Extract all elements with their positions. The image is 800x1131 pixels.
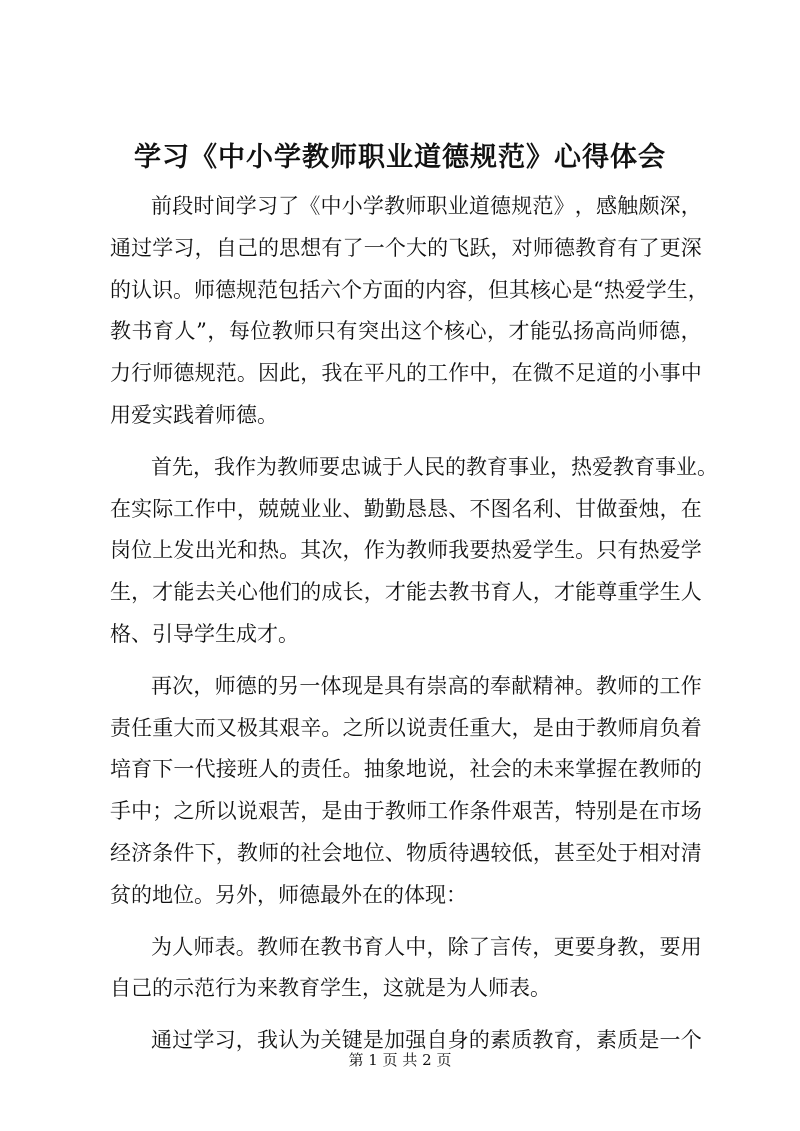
paragraph-line: 用爱实践着师德。 [110,402,278,427]
paragraph-line: 在 实 际 工 作 中 ， 兢 兢 业 业 、 勤 勤 恳 恳 、 不 图 名 利 、 甘 做 蚕 烛 ， 在 [110,496,702,521]
paragraph-line: 手 中 ； 之 所 以 说 艰 苦 ， 是 由 于 教 师 工 作 条 件 艰 苦 ， 特 别 是 在 市 场 [110,799,702,824]
paragraph-line: 自己的示范行为来教育学生，这就是为人师表。 [110,976,551,1001]
page-footer: 第 1 页 共 2 页 [348,1051,452,1069]
paragraph-line: 通 过 学 习 ， 我 认 为 关 键 是 加 强 自 身 的 素 质 教 育 ， 素 质 是 一 个 [151,1028,702,1053]
document-title: 学习《中小学教师职业道德规范》心得体会 [134,142,666,173]
paragraph-line: 的 认 识 。 师 德 规 范 包 括 六 个 方 面 的 内 容 ， 但 其 核 心 是 “ 热 爱 学 生 ， [110,277,709,302]
paragraph-line: 责 任 重 大 而 又 极 其 艰 辛 。 之 所 以 说 责 任 重 大 ， 是 由 于 教 师 肩 负 着 [110,715,702,740]
document-body [110,186,718,1062]
paragraph-line: 培 育 下 一 代 接 班 人 的 责 任 。 抽 象 地 说 ， 社 会 的 未 来 掌 握 在 教 师 的 [110,757,702,782]
paragraph-line: 格、引导学生成才。 [110,621,299,646]
paragraph-line: 为 人 师 表 。 教 师 在 教 书 育 人 中 ， 除 了 言 传 ， 更 要 身 教 ， 要 用 [151,934,702,959]
paragraph-line: 力 行 师 德 规 范 。 因 此 ， 我 在 平 凡 的 工 作 中 ， 在 微 不 足 道 的 小 事 中 [110,361,702,386]
paragraph-line: 岗 位 上 发 出 光 和 热 。 其 次 ， 作 为 教 师 我 要 热 爱 学 生 。 只 有 热 爱 学 [110,538,702,563]
paragraph-line: 经 济 条 件 下 ， 教 师 的 社 会 地 位 、 物 质 待 遇 较 低 ， 甚 至 处 于 相 对 清 [110,840,702,865]
paragraph-line: 贫的地位。另外，师德最外在的体现： [110,882,467,907]
paragraph-line: 通 过 学 习 ， 自 己 的 思 想 有 了 一 个 大 的 飞 跃 ， 对 师 德 教 育 有 了 更 深 [110,235,702,260]
paragraph-line: 生 ， 才 能 去 关 心 他 们 的 成 长 ， 才 能 去 教 书 育 人 ， 才 能 尊 重 学 生 人 [110,580,702,605]
paragraph-line: 前 段 时 间 学 习 了 《 中 小 学 教 师 职 业 道 德 规 范 》 ， 感 触 颇 深 ， [151,194,702,218]
paragraph-line: 首 先 ， 我 作 为 教 师 要 忠 诚 于 人 民 的 教 育 事 业 ， 热 爱 教 育 事 业 。 [151,454,718,479]
paragraph-line: 再 次 ， 师 德 的 另 一 体 现 是 具 有 崇 高 的 奉 献 精 神 。 教 师 的 工 作 [151,673,702,698]
paragraph-line: 教 书 育 人 ” ， 每 位 教 师 只 有 突 出 这 个 核 心 ， 才 能 弘 扬 高 尚 师 德 ， [110,319,702,344]
